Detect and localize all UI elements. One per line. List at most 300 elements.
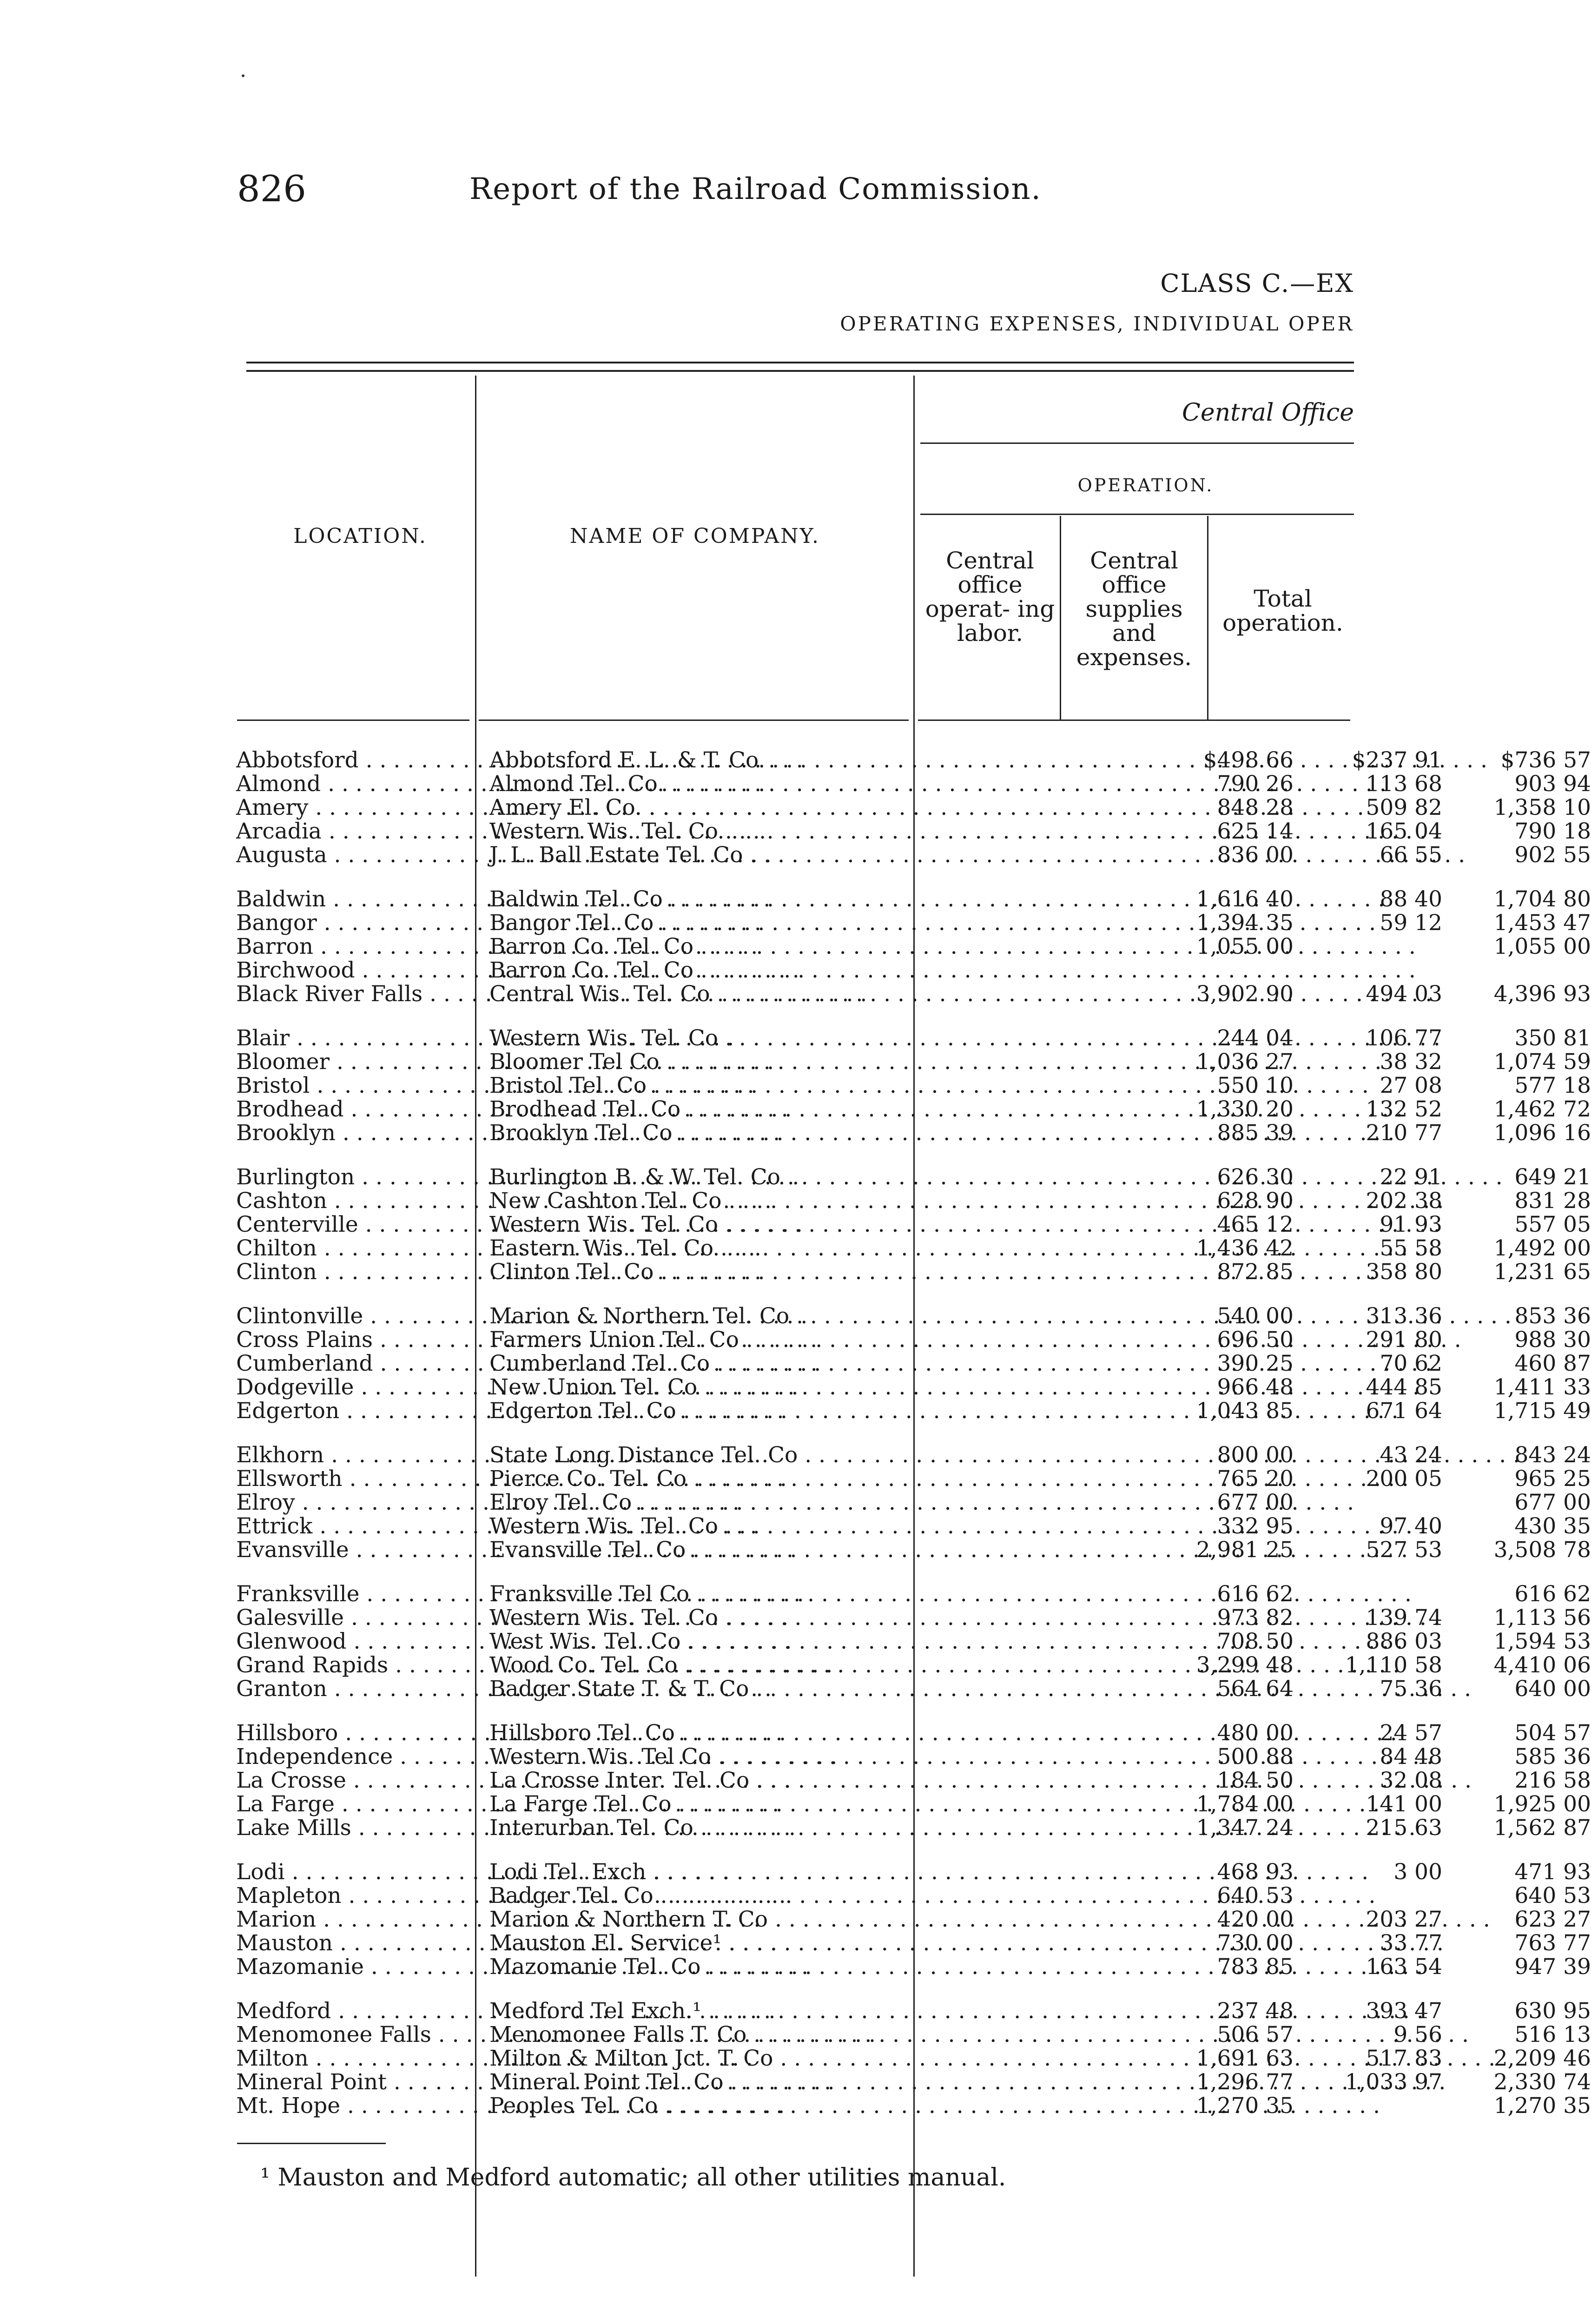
row-group (236, 1859, 1591, 1980)
labor-cell: 872 85 (1217, 1259, 1294, 1285)
labor-cell: 1,330 20 (1196, 1096, 1294, 1122)
location-cell: Bangor . . . (236, 911, 471, 935)
company-cell: Barron Co. Tel. Co . . . (489, 935, 1145, 958)
total-cell: 1,113 56 (1493, 1605, 1591, 1631)
table-row (236, 1652, 1591, 1678)
location-cell: Hillsboro . . . (236, 1721, 471, 1745)
location-cell: Medford . . . (236, 1999, 471, 2023)
labor-cell: 790 26 (1217, 771, 1294, 797)
labor-cell: 506 57 (1217, 2022, 1294, 2047)
supplies-cell: 59 12 (1380, 910, 1442, 936)
company-cell: Mineral Point Tel. Co . . . (489, 2070, 1145, 2094)
company-cell: Baldwin Tel. Co . . . (489, 887, 1145, 911)
location-cell: Franksville . . . (236, 1582, 471, 1606)
company-cell: Western Wis. Tel. Co . . . (489, 1514, 1145, 1538)
total-cell: 430 35 (1514, 1513, 1591, 1539)
table-row (236, 2046, 1591, 2071)
class-label: CLASS C.—EX (1160, 269, 1354, 298)
labor-cell: 1,394 35 (1196, 910, 1294, 936)
expense-table-body (236, 747, 1591, 2138)
supplies-cell: 38 32 (1380, 1049, 1442, 1075)
total-cell: 1,462 72 (1493, 1096, 1591, 1122)
supplies-cell: 55 58 (1380, 1235, 1442, 1261)
row-group (236, 1581, 1591, 1702)
labor-cell: 973 82 (1217, 1605, 1294, 1631)
labor-cell: 783 85 (1217, 1954, 1294, 1980)
total-cell: 2,330 74 (1493, 2069, 1591, 2095)
location-cell: La Farge . . . (236, 1792, 471, 1816)
total-cell: 1,270 35 (1493, 2093, 1591, 2119)
supplies-cell: 886 03 (1366, 1629, 1442, 1654)
total-cell: 903 94 (1514, 771, 1591, 797)
table-row (236, 1164, 1591, 1190)
supplies-cell: 22 91 (1380, 1164, 1442, 1190)
location-cell: Centerville . . . (236, 1213, 471, 1236)
supplies-cell: 106 77 (1366, 1025, 1442, 1051)
location-cell: Baldwin . . . (236, 887, 471, 911)
supplies-cell: 32 08 (1380, 1768, 1442, 1793)
supplies-cell: 313 36 (1366, 1303, 1442, 1329)
labor-cell: 696 50 (1217, 1327, 1294, 1353)
labor-cell: 1,296 77 (1196, 2069, 1294, 2095)
table-row (236, 795, 1591, 820)
supplies-cell: 393 47 (1366, 1998, 1442, 2024)
location-cell: Grand Rapids . . . (236, 1653, 471, 1677)
total-cell: 640 00 (1514, 1676, 1591, 1702)
labor-cell: 1,691 63 (1196, 2046, 1294, 2071)
table-row (236, 1398, 1591, 1424)
supplies-cell: 75 36 (1380, 1676, 1442, 1702)
row-group (236, 1164, 1591, 1285)
labor-cell: 966 48 (1217, 1374, 1294, 1400)
company-cell: Western Wis. Tel. Co . . . (489, 819, 1145, 843)
total-cell: 1,715 49 (1493, 1398, 1591, 1424)
company-cell: Brooklyn Tel. Co . . . (489, 1121, 1145, 1145)
location-cell: Mauston . . . (236, 1931, 471, 1955)
total-cell: 677 00 (1514, 1490, 1591, 1515)
table-row (236, 1791, 1591, 1817)
supplies-cell: 1,033 97 (1345, 2069, 1442, 2095)
company-cell: Western Wis. Tel. Co . . . (489, 1606, 1145, 1630)
supplies-cell: 444 85 (1366, 1374, 1442, 1400)
company-cell: State Long Distance Tel. Co . . . (489, 1443, 1145, 1467)
table-row (236, 1537, 1591, 1563)
top-rule-second (246, 370, 1354, 372)
table-row (236, 747, 1591, 773)
table-row (236, 934, 1591, 959)
table-row (236, 1768, 1591, 1793)
total-cell: 1,096 16 (1493, 1120, 1591, 1146)
location-cell: Mapleton . . . (236, 1884, 471, 1908)
labor-cell: 465 12 (1217, 1212, 1294, 1237)
total-cell: 902 55 (1514, 842, 1591, 868)
company-cell: Bangor Tel. Co . . . (489, 911, 1145, 935)
labor-cell: 390 25 (1217, 1351, 1294, 1376)
total-cell: 623 27 (1514, 1907, 1591, 1932)
table-row (236, 1212, 1591, 1237)
table-row (236, 1235, 1591, 1261)
column-divider-supplies-header (1207, 516, 1208, 720)
labor-cell: 550 10 (1217, 1073, 1294, 1098)
labor-cell: 1,043 85 (1196, 1398, 1294, 1424)
table-row (236, 1259, 1591, 1285)
location-cell: La Crosse . . . (236, 1769, 471, 1792)
labor-cell: 564 64 (1217, 1676, 1294, 1702)
location-cell: Dodgeville . . . (236, 1375, 471, 1399)
labor-cell: 2,981 25 (1196, 1537, 1294, 1563)
company-cell: Marion & Northern T. Co . . . (489, 1908, 1145, 1931)
company-cell: Eastern Wis. Tel. Co . . . (489, 1236, 1145, 1260)
labor-cell: 626 30 (1217, 1164, 1294, 1190)
labor-cell: 540 00 (1217, 1303, 1294, 1329)
total-cell: 640 53 (1514, 1883, 1591, 1908)
total-cell: 1,055 00 (1493, 934, 1591, 959)
location-cell: Birchwood . . . (236, 958, 471, 982)
company-cell: Hillsboro Tel. Co . . . (489, 1721, 1145, 1745)
labor-cell: 836 00 (1217, 842, 1294, 868)
table-row (236, 886, 1591, 912)
location-cell: Elkhorn . . . (236, 1443, 471, 1467)
bottom-rule (237, 2143, 386, 2144)
footnote: ¹ Mauston and Medford automatic; all other utilities manual. (260, 2164, 1006, 2192)
location-cell: Edgerton . . . (236, 1399, 471, 1423)
labor-cell: 677 00 (1217, 1490, 1294, 1515)
total-cell: 630 95 (1514, 1998, 1591, 2024)
location-cell: Galesville . . . (236, 1606, 471, 1630)
labor-cell: 628 90 (1217, 1188, 1294, 1214)
location-cell: Clintonville . . . (236, 1304, 471, 1328)
running-title: Report of the Railroad Commission. (469, 172, 1042, 206)
labor-cell: 1,347 24 (1196, 1815, 1294, 1841)
page-number: 826 (237, 168, 306, 210)
header-bottom-rule-location (237, 720, 469, 721)
location-cell: Arcadia . . . (236, 819, 471, 843)
total-cell: 947 39 (1514, 1954, 1591, 1980)
company-cell: Brodhead Tel. Co . . . (489, 1097, 1145, 1121)
supplies-cell: 97 40 (1380, 1513, 1442, 1539)
table-subtitle: OPERATING EXPENSES, INDIVIDUAL OPER (840, 312, 1354, 335)
total-cell: 1,562 87 (1493, 1815, 1591, 1841)
company-cell: Badger State T. & T. Co . . . (489, 1677, 1145, 1701)
row-group (236, 1442, 1591, 1563)
total-cell: 1,453 47 (1493, 910, 1591, 936)
company-cell: Bristol Tel. Co . . . (489, 1074, 1145, 1097)
table-row (236, 1466, 1591, 1492)
total-cell: 831 28 (1514, 1188, 1591, 1214)
table-row (236, 2022, 1591, 2047)
location-cell: Brodhead . . . (236, 1097, 471, 1121)
company-cell: Franksville Tel Co . . . (489, 1582, 1145, 1606)
table-row (236, 2093, 1591, 2119)
company-cell: Pierce Co. Tel. Co . . . (489, 1467, 1145, 1491)
supplies-cell: 88 40 (1380, 886, 1442, 912)
labor-cell: 468 93 (1217, 1859, 1294, 1885)
row-group (236, 1720, 1591, 1841)
supplies-cell: 27 08 (1380, 1073, 1442, 1098)
company-cell: La Crosse Inter. Tel. Co . . . (489, 1769, 1145, 1792)
labor-cell: 237 48 (1217, 1998, 1294, 2024)
company-cell: Burlington B. & W. Tel. Co . . . (489, 1165, 1145, 1189)
supplies-cell: 33 77 (1380, 1930, 1442, 1956)
company-cell: Interurban Tel. Co . . . (489, 1816, 1145, 1840)
total-cell: 557 05 (1514, 1212, 1591, 1237)
labor-cell: 3,902 90 (1196, 981, 1294, 1007)
total-cell: 1,358 10 (1493, 795, 1591, 820)
labor-cell: 184 50 (1217, 1768, 1294, 1793)
table-row (236, 958, 1361, 982)
supplies-cell: 91 93 (1380, 1212, 1442, 1237)
top-rule (246, 362, 1354, 363)
supplies-cell: 358 80 (1366, 1259, 1442, 1285)
labor-cell: 765 20 (1217, 1466, 1294, 1492)
supplies-column-header: Central office supplies and expenses. (1076, 547, 1192, 671)
location-cell: Abbotsford . . . (236, 748, 471, 772)
table-row (236, 1049, 1591, 1075)
location-cell: Granton . . . (236, 1677, 471, 1701)
supplies-cell: 517 83 (1366, 2046, 1442, 2071)
table-row (236, 1605, 1591, 1631)
company-cell: Western Wis. Tel Co . . . (489, 1745, 1145, 1769)
company-cell: New Cashton Tel. Co . . . (489, 1189, 1145, 1213)
supplies-cell: 210 77 (1366, 1120, 1442, 1146)
total-cell: 516 13 (1514, 2022, 1591, 2047)
total-cell: 3,508 78 (1493, 1537, 1591, 1563)
location-cell: Cumberland . . . (236, 1352, 471, 1375)
company-cell: Abbotsford E. L. & T. Co. . . . (489, 748, 1145, 772)
table-row (236, 1883, 1591, 1908)
column-divider-labor-header (1060, 516, 1061, 720)
location-cell: Mt. Hope . . . (236, 2094, 471, 2118)
table-row (236, 1442, 1591, 1468)
supplies-cell: 494 03 (1366, 981, 1442, 1007)
labor-cell: 500 88 (1217, 1744, 1294, 1769)
total-cell: 1,704 80 (1493, 886, 1591, 912)
operation-header: OPERATION. (1077, 475, 1214, 495)
location-cell: Blair . . . (236, 1026, 471, 1050)
total-cell: 1,925 00 (1493, 1791, 1591, 1817)
total-cell: 649 21 (1514, 1164, 1591, 1190)
company-cell: Western Wis. Tel. Co . . . (489, 1026, 1145, 1050)
total-cell: 1,594 53 (1493, 1629, 1591, 1654)
operation-rule (920, 514, 1354, 515)
supplies-cell: $237 91 (1352, 747, 1442, 773)
total-cell: 585 36 (1514, 1744, 1591, 1769)
scan-speck (242, 74, 244, 77)
location-cell: Lake Mills . . . (236, 1816, 471, 1840)
table-row (236, 1907, 1591, 1932)
company-cell: Bloomer Tel Co . . . (489, 1050, 1145, 1074)
location-column-header: LOCATION. (293, 524, 427, 548)
company-cell: Wood Co. Tel. Co . . . (489, 1653, 1145, 1677)
labor-cell: 1,784 00 (1196, 1791, 1294, 1817)
labor-cell: 848 28 (1217, 795, 1294, 820)
supplies-cell: 43 24 (1380, 1442, 1442, 1468)
table-row (236, 1744, 1591, 1769)
company-cell: Barron Co. Tel. Co . . . (489, 958, 1145, 982)
labor-cell: 480 00 (1217, 1720, 1294, 1746)
supplies-cell: 24 57 (1380, 1720, 1442, 1746)
location-cell: Elroy . . . (236, 1491, 471, 1514)
location-cell: Ettrick . . . (236, 1514, 471, 1538)
total-cell: 1,492 00 (1493, 1235, 1591, 1261)
row-group (236, 1998, 1591, 2119)
labor-cell: $498 66 (1203, 747, 1294, 773)
supplies-cell: 84 48 (1380, 1744, 1442, 1769)
total-cell: 843 24 (1514, 1442, 1591, 1468)
table-row (236, 1629, 1591, 1654)
supplies-cell: 163 54 (1366, 1954, 1442, 1980)
row-group (236, 1025, 1591, 1146)
supplies-cell: 203 27 (1366, 1907, 1442, 1932)
table-row (236, 1720, 1591, 1746)
labor-cell: 625 14 (1217, 819, 1294, 844)
row-group (236, 886, 1591, 1007)
table-row (236, 1120, 1591, 1146)
total-cell: 350 81 (1514, 1025, 1591, 1051)
company-cell: Badger Tel. Co . . . (489, 1884, 1145, 1908)
company-cell: Mauston El. Service¹ . . . (489, 1931, 1145, 1955)
location-cell: Lodi . . . (236, 1860, 471, 1884)
total-cell: 2,209 46 (1493, 2046, 1591, 2071)
location-cell: Clinton . . . (236, 1260, 471, 1284)
supplies-cell: 291 80 (1366, 1327, 1442, 1353)
labor-cell: 420 00 (1217, 1907, 1294, 1932)
labor-cell: 1,055 00 (1196, 934, 1294, 959)
location-cell: Evansville . . . (236, 1538, 471, 1562)
company-cell: Edgerton Tel. Co . . . (489, 1399, 1145, 1423)
location-cell: Chilton . . . (236, 1236, 471, 1260)
table-row (236, 2069, 1591, 2095)
labor-cell: 616 62 (1217, 1581, 1294, 1607)
table-row (236, 1374, 1591, 1400)
company-cell: Peoples Tel. Co . . . (489, 2094, 1145, 2118)
total-cell: 216 58 (1514, 1768, 1591, 1793)
table-row (236, 1513, 1591, 1539)
supplies-cell: 1,110 58 (1345, 1652, 1442, 1678)
total-cell: 460 87 (1514, 1351, 1591, 1376)
location-cell: Barron . . . (236, 935, 471, 958)
table-row (236, 1073, 1591, 1098)
location-cell: Cross Plains . . . (236, 1328, 471, 1352)
company-cell: Menomonee Falls T. Co . . . (489, 2023, 1145, 2047)
labor-cell: 332 95 (1217, 1513, 1294, 1539)
table-row (236, 1490, 1591, 1515)
supplies-cell: 141 00 (1366, 1791, 1442, 1817)
table-row (236, 1581, 1591, 1607)
labor-cell: 244 04 (1217, 1025, 1294, 1051)
supplies-cell: 70 62 (1380, 1351, 1442, 1376)
row-group (236, 747, 1591, 868)
table-row (236, 1998, 1591, 2024)
company-cell: Lodi Tel. Exch . . . (489, 1860, 1145, 1884)
supplies-cell: 132 52 (1366, 1096, 1442, 1122)
total-cell: 965 25 (1514, 1466, 1591, 1492)
location-cell: Bloomer . . . (236, 1050, 471, 1074)
supplies-cell: 202 38 (1366, 1188, 1442, 1214)
total-cell: 4,396 93 (1493, 981, 1591, 1007)
supplies-cell: 509 82 (1366, 795, 1442, 820)
table-row (236, 1815, 1591, 1841)
total-cell: 763 77 (1514, 1930, 1591, 1956)
total-cell: 504 57 (1514, 1720, 1591, 1746)
total-cell: 1,411 33 (1493, 1374, 1591, 1400)
table-row (236, 1351, 1591, 1376)
location-cell: Bristol . . . (236, 1074, 471, 1097)
table-row (236, 910, 1591, 936)
labor-cell: 640 53 (1217, 1883, 1294, 1908)
total-cell: 988 30 (1514, 1327, 1591, 1353)
location-cell: Almond . . . (236, 772, 471, 796)
supplies-cell: 200 05 (1366, 1466, 1442, 1492)
table-row (236, 1676, 1591, 1702)
total-cell: $736 57 (1500, 747, 1591, 773)
location-cell: Ellsworth . . . (236, 1467, 471, 1491)
total-cell: 790 18 (1514, 819, 1591, 844)
total-cell: 1,231 65 (1493, 1259, 1591, 1285)
supplies-cell: 527 53 (1366, 1537, 1442, 1563)
company-cell: Almond Tel. Co. . . . (489, 772, 1145, 796)
total-column-header: Total operation. (1222, 585, 1343, 636)
location-cell: Mazomanie . . . (236, 1955, 471, 1979)
table-row (236, 1954, 1591, 1980)
table-row (236, 842, 1591, 868)
total-cell: 616 62 (1514, 1581, 1591, 1607)
supplies-cell: 113 68 (1366, 771, 1442, 797)
table-row (236, 1025, 1591, 1051)
table-row (236, 1188, 1591, 1214)
company-cell: Amery El. Co. . . . (489, 796, 1145, 819)
total-cell: 853 36 (1514, 1303, 1591, 1329)
company-cell: J. L. Ball Estate Tel. Co . . . (489, 843, 1145, 867)
company-cell: Elroy Tel. Co . . . (489, 1491, 1145, 1514)
company-cell: Milton & Milton Jct. T. Co . . . (489, 2047, 1145, 2070)
labor-cell: 708 50 (1217, 1629, 1294, 1654)
labor-column-header: Central office operat- ing labor. (925, 547, 1055, 647)
table-row (236, 771, 1591, 797)
table-row (236, 981, 1591, 1007)
row-group (236, 1303, 1591, 1424)
location-cell: Burlington . . . (236, 1165, 471, 1189)
location-cell: Glenwood . . . (236, 1630, 471, 1653)
location-cell: Independence . . . (236, 1745, 471, 1769)
company-cell: Central Wis. Tel. Co . . . (489, 982, 1145, 1006)
location-cell: Brooklyn . . . (236, 1121, 471, 1145)
company-cell: La Farge Tel. Co . . . (489, 1792, 1145, 1816)
location-cell: Milton . . . (236, 2047, 471, 2070)
company-cell: Farmers Union Tel. Co . . . (489, 1328, 1145, 1352)
labor-cell: 1,036 27 (1196, 1049, 1294, 1075)
table-row (236, 1303, 1591, 1329)
company-cell: New Union Tel. Co . . . (489, 1375, 1145, 1399)
location-cell: Cashton . . . (236, 1189, 471, 1213)
company-column-header: NAME OF COMPANY. (569, 524, 820, 548)
supplies-cell: 139 74 (1366, 1605, 1442, 1631)
location-cell: Marion . . . (236, 1908, 471, 1931)
total-cell: 577 18 (1514, 1073, 1591, 1098)
labor-cell: 730 00 (1217, 1930, 1294, 1956)
company-cell: Western Wis. Tel. Co . . . (489, 1213, 1145, 1236)
company-cell: Mazomanie Tel. Co . . . (489, 1955, 1145, 1979)
central-office-rule (920, 442, 1354, 444)
table-row (236, 1930, 1591, 1956)
labor-cell: 800 00 (1217, 1442, 1294, 1468)
company-cell: Clinton Tel. Co . . . (489, 1260, 1145, 1284)
supplies-cell: 9 56 (1393, 2022, 1442, 2047)
supplies-cell: 66 55 (1380, 842, 1442, 868)
header-bottom-rule-company (479, 720, 909, 721)
supplies-cell: 671 64 (1366, 1398, 1442, 1424)
labor-cell: 1,616 40 (1196, 886, 1294, 912)
